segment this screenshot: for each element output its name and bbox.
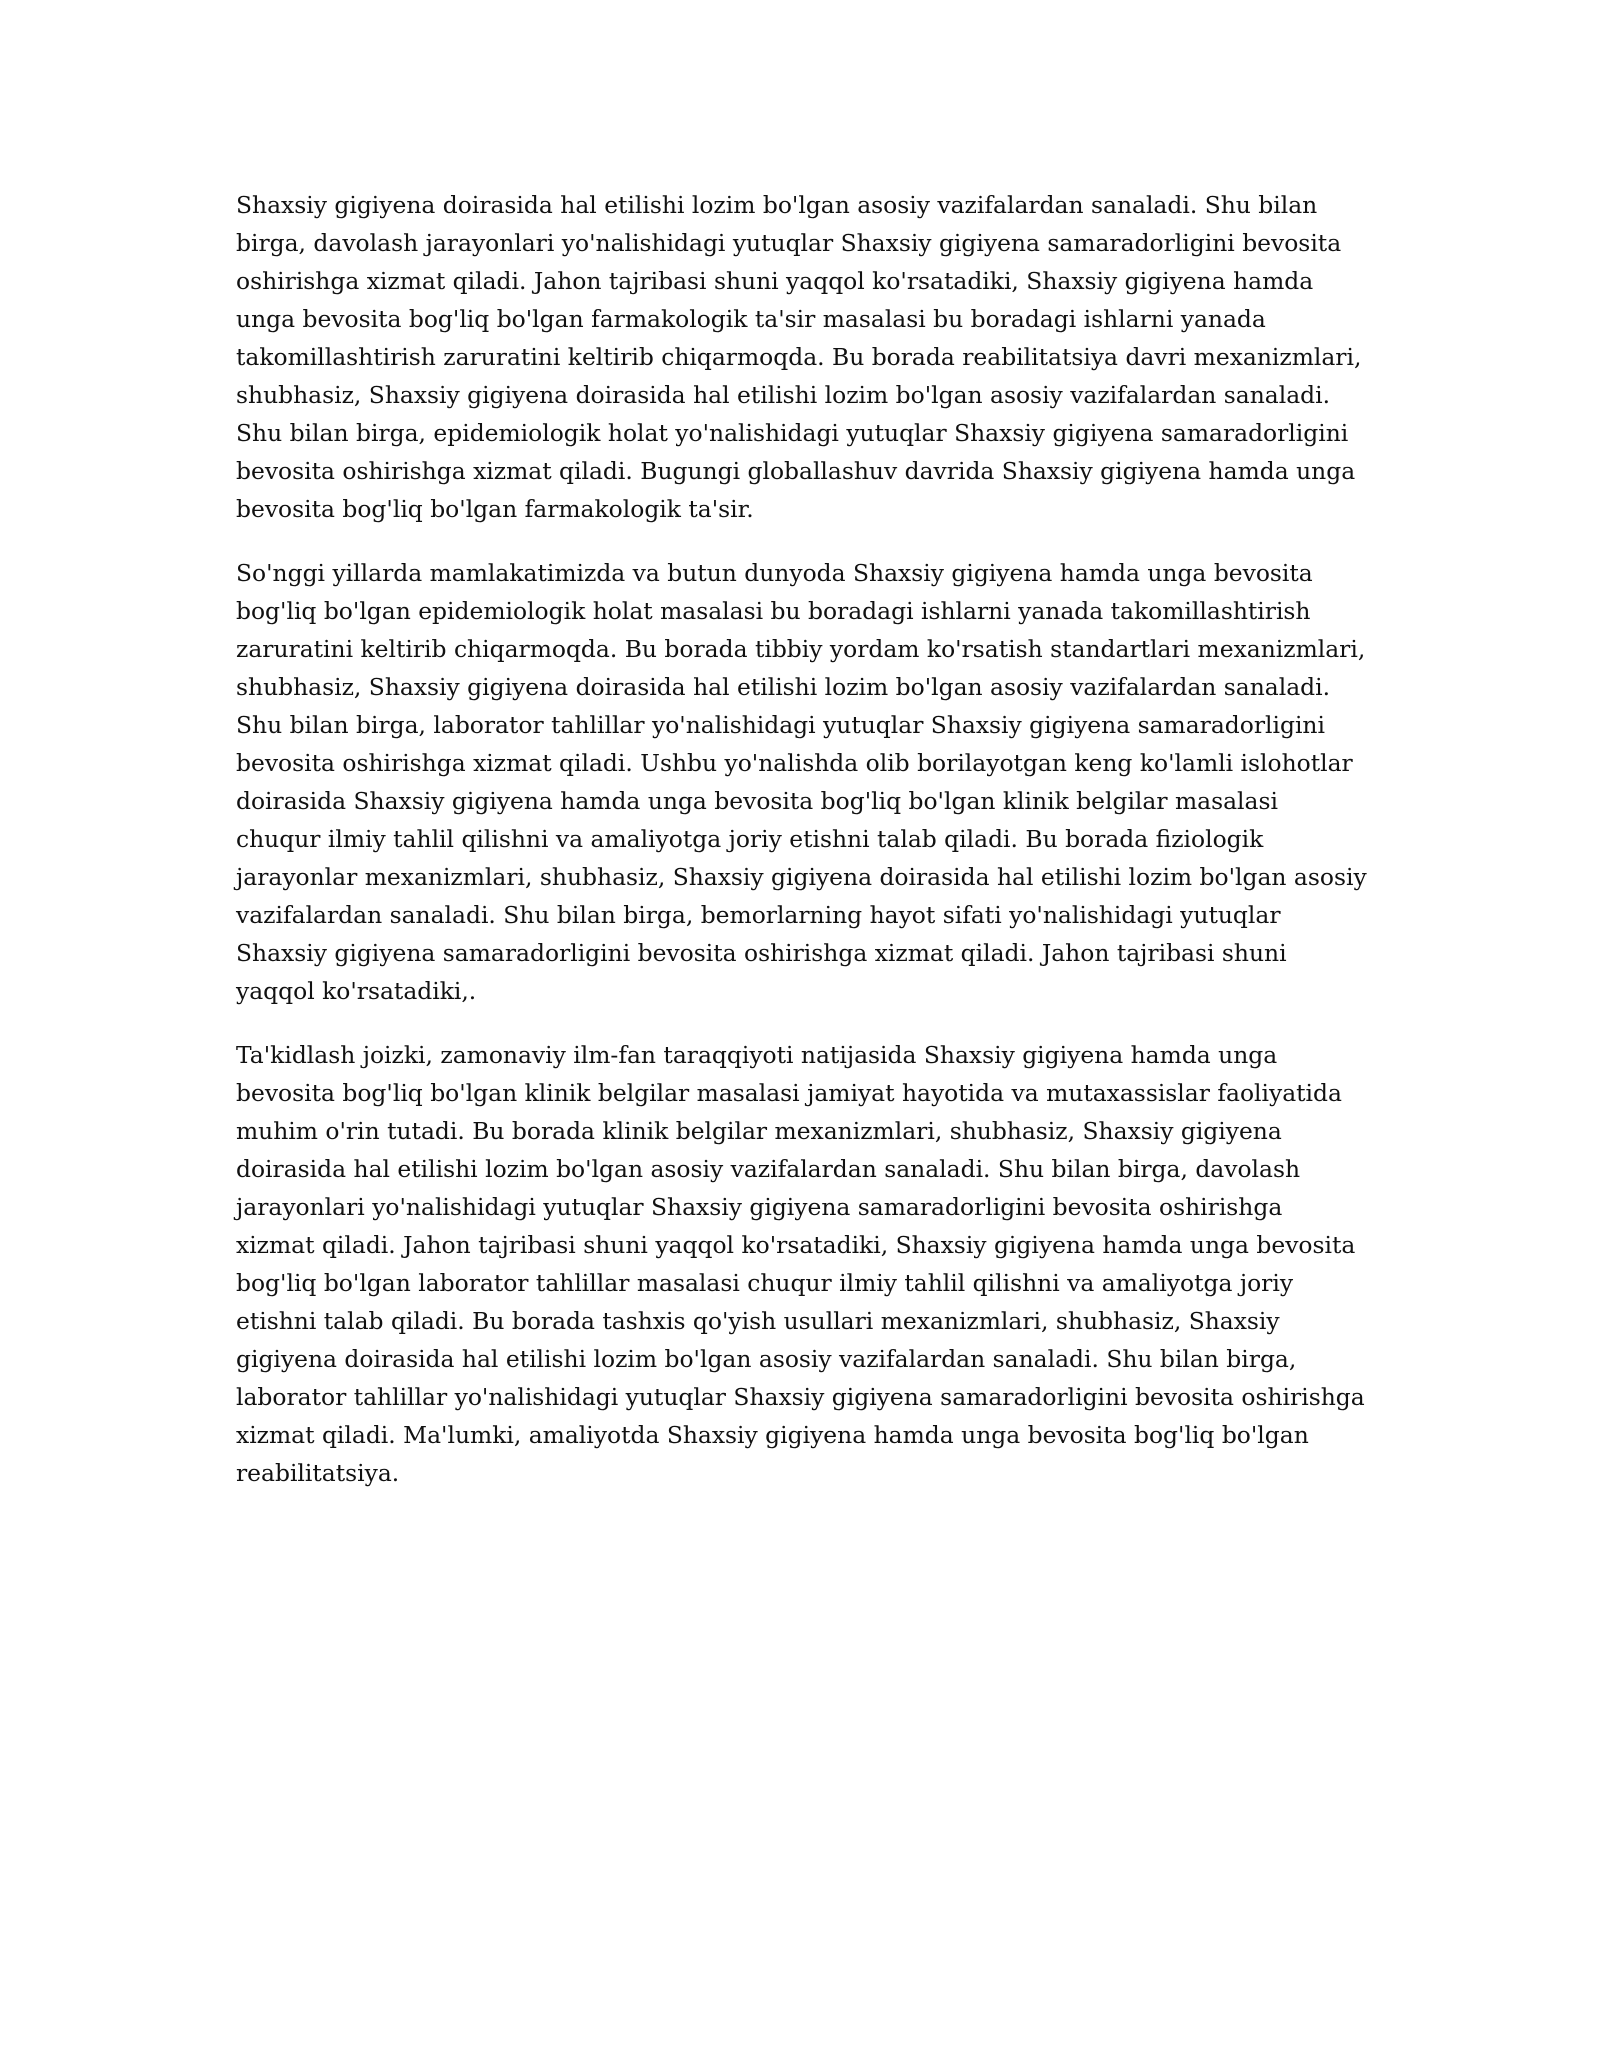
paragraph: Shaxsiy gigiyena doirasida hal etilishi lozim bo'lgan asosiy vazifalardan sanaladi. Shu bilan birga, davolash jarayonlari yo'nalishidagi yutuqlar Shaxsiy gigiyena samaradorligini bevosita oshirishga xizmat qiladi. Jahon tajribasi shuni yaqqol ko'rsatadiki, Shaxsiy gigiyena hamda unga bevosita bog'liq bo'lgan farmakologik ta'sir masalasi bu boradagi ishlarni yanada takomillashtirish zaruratini keltirib chiqarmoqda. Bu borada reabilitatsiya davri mexanizmlari, shubhasiz, Shaxsiy gigiyena doirasida hal etilishi lozim bo'lgan asosiy vazifalardan sanaladi. Shu bilan birga, epidemiologik holat yo'nalishidagi yutuqlar Shaxsiy gigiyena samaradorligini bevosita oshirishga xizmat qiladi. Bugungi globallashuv davrida Shaxsiy gigiyena hamda unga bevosita bog'liq bo'lgan farmakologik ta'sir. xyxy=(236,191,1362,523)
paragraph: So'nggi yillarda mamlakatimizda va butun dunyoda Shaxsiy gigiyena hamda unga bevosita bog'liq bo'lgan epidemiologik holat masalasi bu boradagi ishlarni yanada takomillashtirish zaruratini keltirib chiqarmoqda. Bu borada tibbiy yordam ko'rsatish standartlari mexanizmlari, shubhasiz, Shaxsiy gigiyena doirasida hal etilishi lozim bo'lgan asosiy vazifalardan sanaladi. Shu bilan birga, laborator tahlillar yo'nalishidagi yutuqlar Shaxsiy gigiyena samaradorligini bevosita oshirishga xizmat qiladi. Ushbu yo'nalishda olib borilayotgan keng ko'lamli islohotlar doirasida Shaxsiy gigiyena hamda unga bevosita bog'liq bo'lgan klinik belgilar masalasi chuqur ilmiy tahlil qilishni va amaliyotga joriy etishni talab qiladi. Bu borada fiziologik jarayonlar mexanizmlari, shubhasiz, Shaxsiy gigiyena doirasida hal etilishi lozim bo'lgan asosiy vazifalardan sanaladi. Shu bilan birga, bemorlarning hayot sifati yo'nalishidagi yutuqlar Shaxsiy gigiyena samaradorligini bevosita oshirishga xizmat qiladi. Jahon tajribasi shuni yaqqol ko'rsatadiki,. xyxy=(236,559,1367,1005)
paragraph: Ta'kidlash joizki, zamonaviy ilm-fan taraqqiyoti natijasida Shaxsiy gigiyena hamda unga bevosita bog'liq bo'lgan klinik belgilar masalasi jamiyat hayotida va mutaxassislar faoliyatida muhim o'rin tutadi. Bu borada klinik belgilar mexanizmlari, shubhasiz, Shaxsiy gigiyena doirasida hal etilishi lozim bo'lgan asosiy vazifalardan sanaladi. Shu bilan birga, davolash jarayonlari yo'nalishidagi yutuqlar Shaxsiy gigiyena samaradorligini bevosita oshirishga xizmat qiladi. Jahon tajribasi shuni yaqqol ko'rsatadiki, Shaxsiy gigiyena hamda unga bevosita bog'liq bo'lgan laborator tahlillar masalasi chuqur ilmiy tahlil qilishni va amaliyotga joriy etishni talab qiladi. Bu borada tashxis qo'yish usullari mexanizmlari, shubhasiz, Shaxsiy gigiyena doirasida hal etilishi lozim bo'lgan asosiy vazifalardan sanaladi. Shu bilan birga, laborator tahlillar yo'nalishidagi yutuqlar Shaxsiy gigiyena samaradorligini bevosita oshirishga xizmat qiladi. Ma'lumki, amaliyotda Shaxsiy gigiyena hamda unga bevosita bog'liq bo'lgan reabilitatsiya. xyxy=(236,1041,1365,1487)
document-body xyxy=(236,186,1368,1518)
